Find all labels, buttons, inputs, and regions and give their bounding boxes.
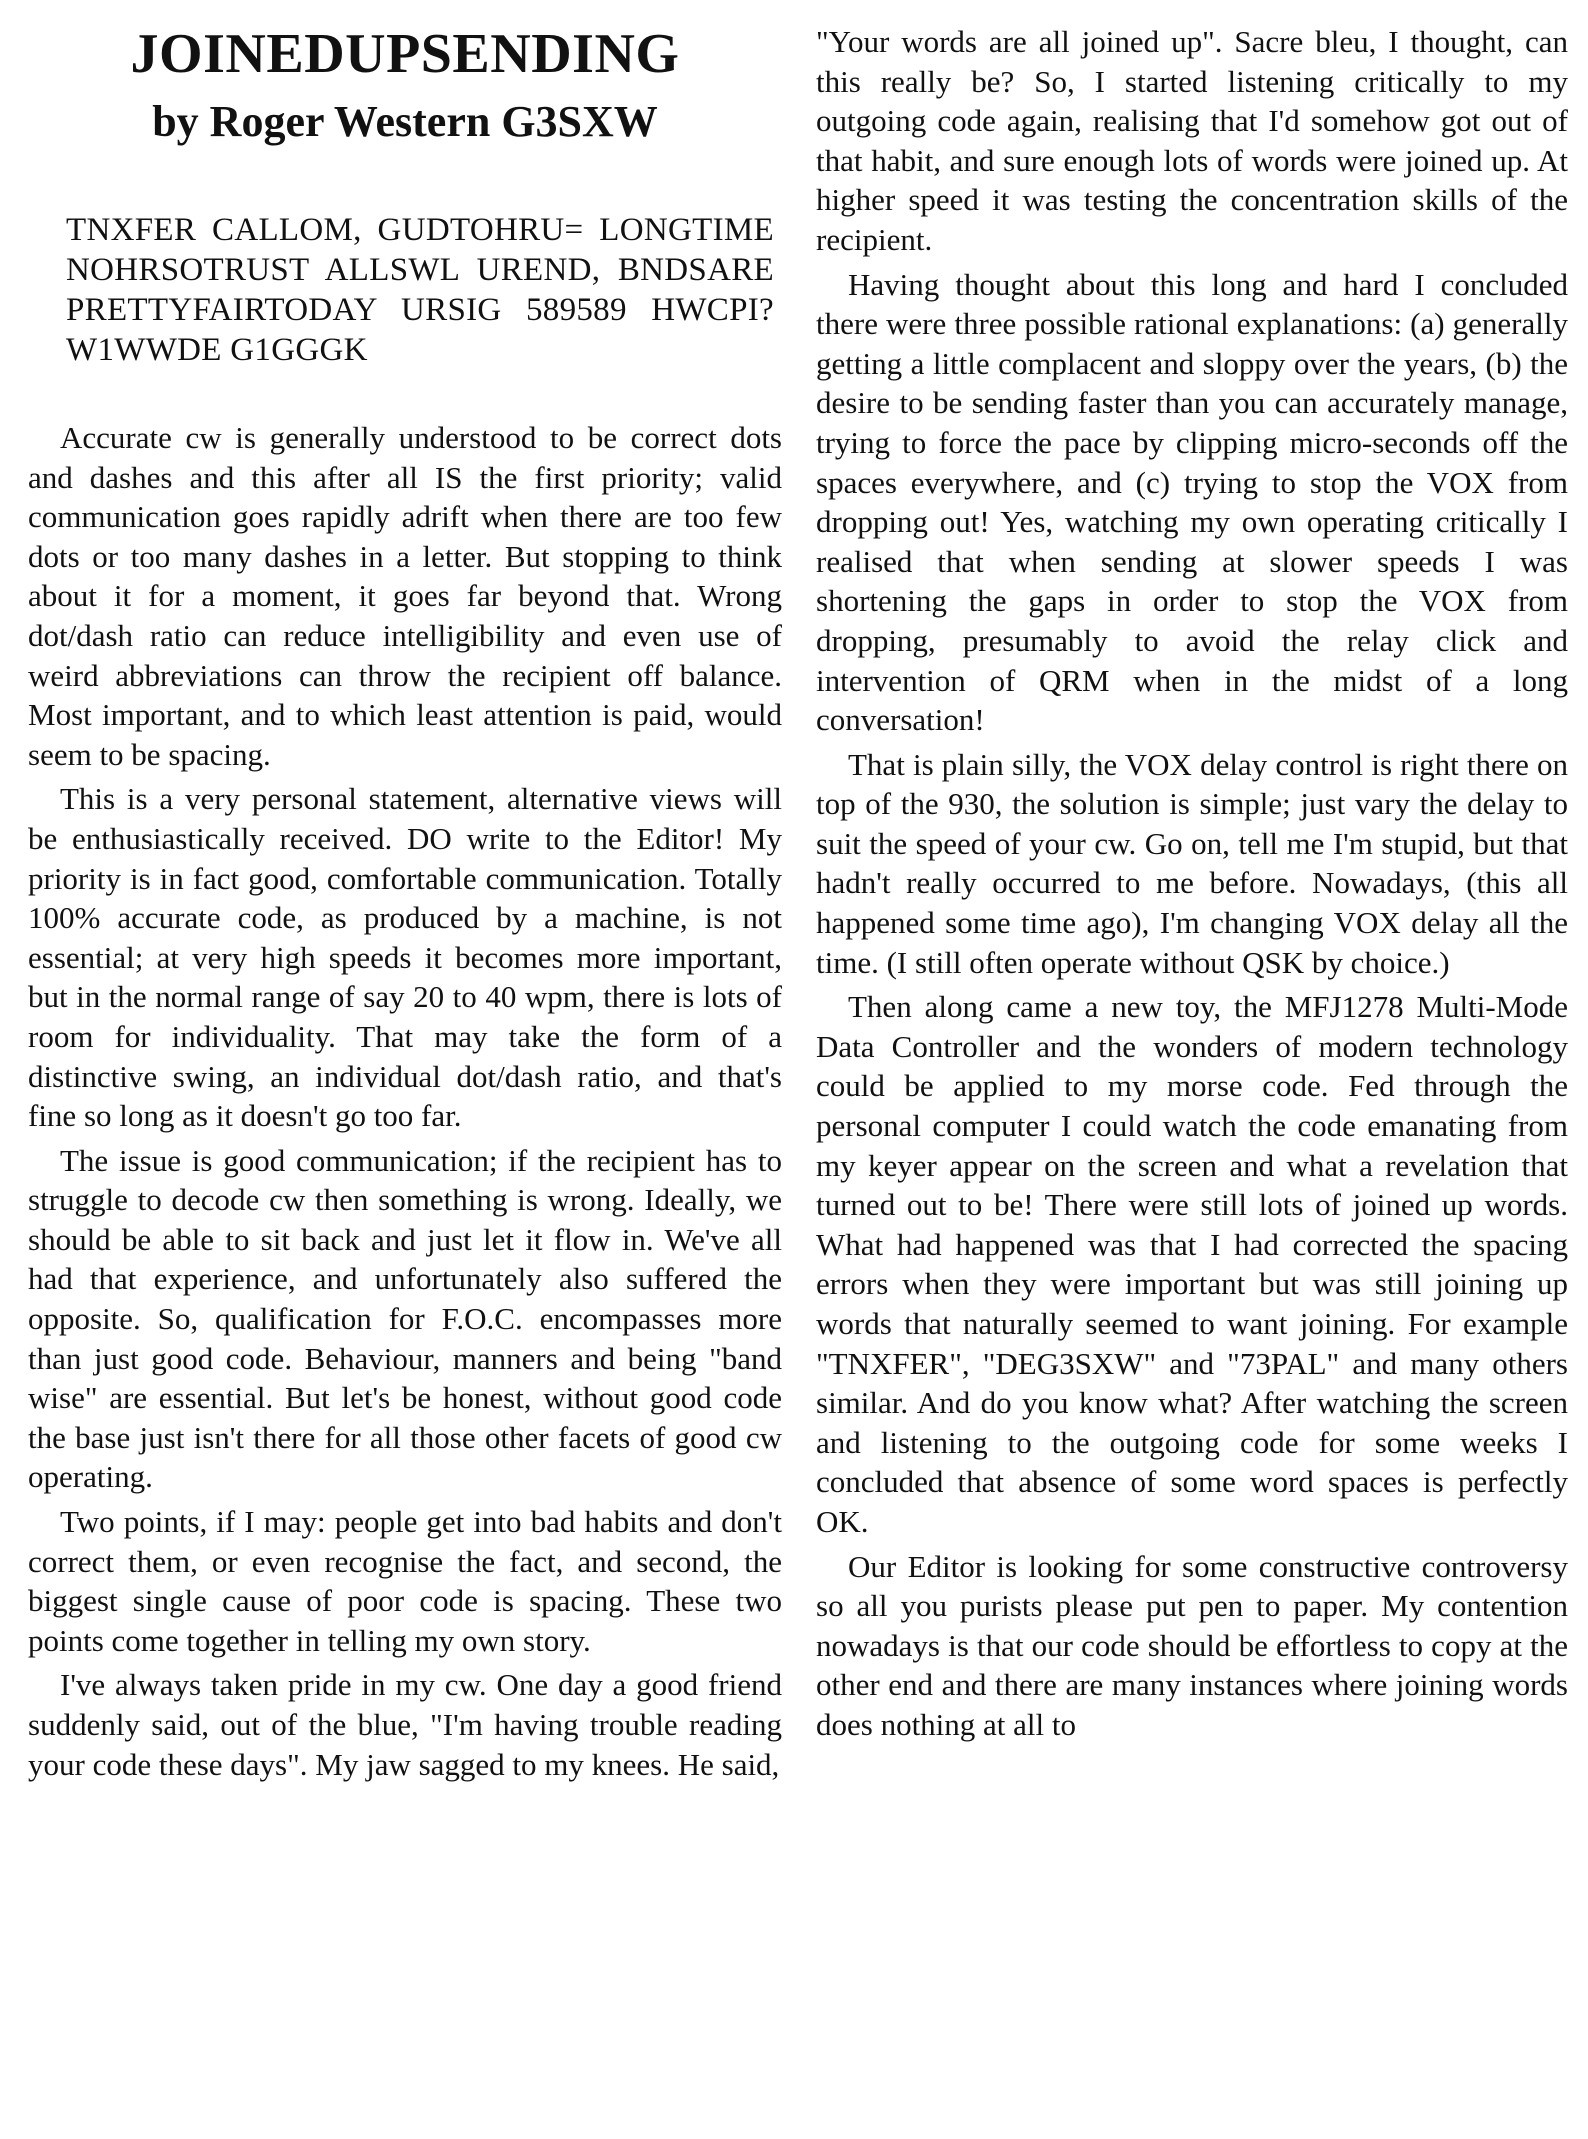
right-column bbox=[816, 22, 1568, 1745]
body-paragraph-good-communication: The issue is good communication; if the recipient has to struggle to decode cw then something is wrong. Ideally, we should be able to sit back and just let it flow in. We've all had that experience, and unfortunately also suffered the opposite. So, qualification for F.O.C. encompasses more than just good code. Behaviour, manners and being "band wise" are essential. But let's be honest, without good code the base just isn't there for all those other facets of good cw operating. bbox=[28, 1142, 782, 1495]
body-paragraph-words-joined-up: "Your words are all joined up". Sacre bleu, I thought, can this really be? So, I started listening critically to my outgoing code again, realising that I'd somehow got out of that habit, and sure enough lots of words were joined up. At higher speed it was testing the concentration skills of the recipient. bbox=[816, 24, 1568, 257]
left-column bbox=[28, 22, 782, 1784]
article-title: JOINEDUPSENDING bbox=[130, 23, 680, 85]
body-paragraph-pride-in-cw: I've always taken pride in my cw. One day a good friend suddenly said, out of the blue, "I'm having trouble reading your code these days". My jaw sagged to my knees. He said, bbox=[28, 1667, 782, 1782]
body-paragraph-personal-statement: This is a very personal statement, alternative views will be enthusiastically received. DO write to the Editor! My priority is in fact good, comfortable communication. Totally 100% accurate code, as produced by a machine, is not essential; at very high speeds it becomes more important, but in the normal range of say 20 to 40 wpm, there is lots of room for individuality. That may take the form of a distinctive swing, an individual dot/dash ratio, and that's fine so long as it doesn't go too far. bbox=[28, 781, 782, 1134]
body-paragraph-new-toy: Then along came a new toy, the MFJ1278 Multi-Mode Data Controller and the wonders of modern technology could be applied to my morse code. Fed through the personal computer I could watch the code emanating from my keyer appear on the screen and what a revelation that turned out to be! There were still lots of joined up words. What had happened was that I had corrected the spacing errors when they were important but was still joining up words that naturally seemed to want joining. For example "TNXFER", "DEG3SXW" and "73PAL" and many others similar. And do you know what? After watching the screen and listening to the outgoing code for some weeks I concluded that absence of some word spaces is perfectly OK. bbox=[816, 989, 1568, 1539]
body-paragraph-three-explanations: Having thought about this long and hard I concluded there were three possible rational explanations: (a) generally getting a little complacent and sloppy over the years, (b) the desire to be sending faster than you can accurately manage, trying to force the pace by clipping micro-seconds off the spaces everywhere, and (c) trying to stop the VOX from dropping out! Yes, watching my own operating critically I realised that when sending at slower speeds I was shortening the gaps in order to stop the VOX from dropping, presumably to avoid the relay click and intervention of QRM when in the midst of a long conversation! bbox=[816, 266, 1568, 738]
article-byline: by Roger Western G3SXW bbox=[152, 97, 658, 146]
morse-sample-text: TNXFER CALLOM, GUDTOHRU= LONGTIME NOHRSOTRUST ALLSWL UREND, BNDSARE PRETTYFAIRTODAY URSIG 589589 HWCPI?W1WWDE G1GGGK bbox=[66, 212, 774, 368]
body-paragraph-accurate-cw: Accurate cw is generally understood to be correct dots and dashes and this after all IS the first priority; valid communication goes rapidly adrift when there are too few dots or too many dashes in a letter. But stopping to think about it for a moment, it goes far beyond that. Wrong dot/dash ratio can reduce intelligibility and even use of weird abbreviations can throw the recipient off balance. Most important, and to which least attention is paid, would seem to be spacing. bbox=[28, 420, 782, 772]
body-paragraph-editor-controversy: Our Editor is looking for some constructive controversy so all you purists please put pen to paper. My contention nowadays is that our code should be effortless to copy at the other end and there are many instances where joining words does nothing at all to bbox=[816, 1548, 1568, 1742]
body-paragraph-vox-delay: That is plain silly, the VOX delay control is right there on top of the 930, the solution is simple; just vary the delay to suit the speed of your cw. Go on, tell me I'm stupid, but that hadn't really occurred to me before. Nowadays, (this all happened some time ago), I'm changing VOX delay all the time. (I still often operate without QSK by choice.) bbox=[816, 746, 1568, 980]
body-paragraph-two-points: Two points, if I may: people get into bad habits and don't correct them, or even recognise the fact, and second, the biggest single cause of poor code is spacing. These two points come together in telling my own story. bbox=[28, 1504, 782, 1658]
